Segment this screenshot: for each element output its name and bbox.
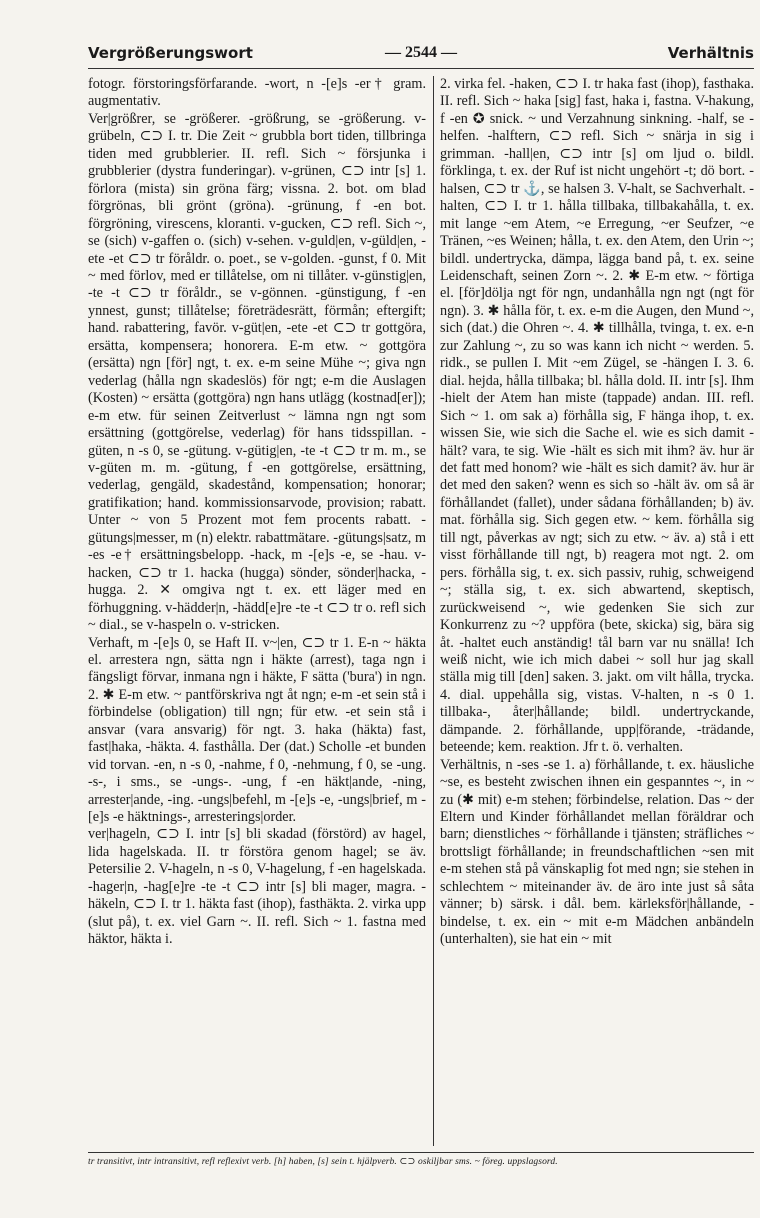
footer-rule xyxy=(88,1152,754,1153)
right-column xyxy=(440,76,754,1146)
entry-paragraph: Ver|größrer, se -größerer. -größrung, se -größerung. v-grübeln, ⊂⊃ I. tr. Die Zeit ~ grubbla bort tiden, tillbringa tiden med grubblerier. II. refl. Sich ~ försjunka i grubblerier (dystra funderingar). v-grünen, ⊂⊃ intr [s] 1. förlora (mista) sin gröna färg; vissna. 2. bot. om blad förgrönas, bli grönt (gröna). -grünung, f -en bot. förgröning, virescens, kloranti. v-gucken, ⊂⊃ refl. Sich ~, se (sich) v-gaffen o. (sich) v-sehen. v-guld|en, v-güld|en, -ete -et ⊂⊃ tr föråldr. o. poet., se v-golden. -gunst, f 0. Mit ~ med förlov, med er tillåtelse, om ni tillåter. v-günstig|en, -te -t ⊂⊃ tr föråldr., se v-gönnen. -günstigung, f -en ynnest, gunst; tillåtelse; företrädesrätt, förmån; eftergift; hand. rabattering, favör. v-güt|en, -ete -et ⊂⊃ tr gottgöra, ersätta, kompensera; honorera. E-m etw. ~ gottgöra (ersätta) ngn [för] ngt, t. ex. e-m seine Mühe ~; giva ngn vederlag (hålla ngn skadeslös) för ngt; e-m die Auslagen (Kosten) ~ ersätta (gottgöra) ngn hans utlägg (kostnad[er]); e-m etw. für seinen Zeitverlust ~ lämna ngn ngt som ersättning (gottgörelse, vederlag) för hans tidsspillan. -güten, n -s 0, se -gütung. v-gütig|en, -te -t ⊂⊃ tr m. m., se v-güten m. m. -gütung, f -en gottgörelse, ersättning, vederlag, gengäld, skadestånd, kompensation; honorar; gratifikation; hand. kommissionsarvode, provision; rabatt. Unter ~ von 5 Prozent mot fem procents rabatt. -gütungs|messer, m (n) elektr. rabattmätare. -gütungs|satz, m -es -e† ersättningsbelopp. -hack, m -[e]s -e, se -hau. v-hacken, ⊂⊃ tr 1. hacka (hugga) sönder, sönder|hacka, -hugga. 2. ✕ omgiva ngt t. ex. ett läger med en förhuggning. v-hädder|n, -hädd[e]re -te -t ⊂⊃ tr o. refl sich ~ dial., se v-haspeln o. v-stricken. xyxy=(88,110,426,634)
entry-paragraph: Verhältnis, n -ses -se 1. a) förhållande, t. ex. häusliche ~se, es besteht zwischen ihnen ein gespanntes ~, in ~ zu (✱ mit) e-m stehen; förbindelse, relation. Das ~ der Eltern und Kinder förhållandet mellan föräldrar och barn; dienstliches ~ förhållande i tjänsten; sträfliches ~ brottsligt förhållande; in freundschaftlichen ~sen mit e-m stehen stå på vänskaplig fot med ngn; sie stehen in schlechtem ~ miteinander äv. de äro inte just så såta vänner; b) särsk. i dål. bem. kärleksför|hållande, -bindelse, t. ex. ein ~ mit e-m Mädchen anbändeln (unterhalten), sie hat ein ~ mit xyxy=(440,756,754,948)
header-guide-word-left: Vergrößerungswort xyxy=(88,44,253,62)
abbreviation-legend: tr transitivt, intr intransitivt, refl reflexivt verb. [h] haben, [s] sein t. hjälpverb. ⊂⊃ oskiljbar sms. ~ föreg. uppslagsord. xyxy=(88,1157,558,1167)
entry-paragraph: 2. virka fel. -haken, ⊂⊃ I. tr haka fast (ihop), fasthaka. II. refl. Sich ~ haka [sig] fast, haka i, fastna. V-hakung, f -en ✪ snick. ~ und Verzahnung sinkning. -half, se -helfen. -halftern, ⊂⊃ refl. Sich ~ snärja in sig i grimman. -hall|en, ⊂⊃ intr [s] om ljud o. bildl. förklinga, t. ex. der Ruf ist nicht ungehört -t; dö bort. -halsen, ⊂⊃ tr ⚓, se halsen 3. V-halt, se Sachverhalt. -halten, ⊂⊃ I. tr 1. hålla tillbaka, tillbakahålla, t. ex. mit lange ~em Atem, ~e Erregung, ~er Seufzer, ~e Tränen, ~es Weinen; hålla, t. ex. den Atem, den Urin ~; bildl. undertrycka, dämpa, lägga band på, t. ex. seine Leidenschaft, seinen Zorn ~. 2. ✱ E-m etw. ~ förtiga el. [för]dölja ngt för ngn, undanhålla ngn ngt (ngt för ngn). 3. ✱ hålla för, t. ex. e-m die Augen, den Mund ~, sich (dat.) die Ohren ~. 4. ✱ tillhålla, tvinga, t. ex. e-n zur Zahlung ~, zu so was kann ich nicht ~ werden. 5. ridk., se pullen I. Mit ~em Zügel, se -hängen I. 3. 6. dial. hejda, hålla tillbaka; bl. hålla dold. II. intr [s]. Ihm -hielt der Atem han miste (tappade) andan. III. refl. Sich ~ 1. om sak a) förhålla sig, F hänga ihop, t. ex. wissen Sie, wie sich die Sache el. wie es sich damit -hält? vara, te sig. Wie -hält es sich mit ihm? äv. hur är det fatt med honom? wie -hält es sich damit? äv. hur är det med den saken? wenn es sich so -hält äv. om så är förhållandet (fallet), under sådana förhållanden; b) äv. mat. förhålla sig. Sich gegen etw. ~ kem. förhålla sig till ngt, påverkas av ngt; sich zu etw. ~ äv. a) stå i ett visst förhållande till ngt, b) reagera mot ngt. 2. om pers. förhålla sig, t. ex. sich passiv, ruhig, schweigend ~; ställa sig, t. ex. sich abwartend, skeptisch, zurückweisend ~, wie gedenken Sie sich zur Konkurrenz zu ~? uppföra (bete, skicka) sig, bära sig åt. -haltet euch anständig! tål barn var nu snälla! Ich weiß nicht, wie ich mich dabei ~ soll hur jag skall ställa mig till [den] saken. 3. jakt. om vilt hålla, trycka. 4. dial. uppehålla sig, vistas. V-halten, n -s 0 1. tillbaka-, åter|hållande; bildl. undertryckande, dämpande. 2. förhållande, upp|förande, -trädande, beteende; kem. reaktion. Jfr t. ö. verhalten. xyxy=(440,76,754,756)
entry-paragraph: Verhaft, m -[e]s 0, se Haft II. v~|en, ⊂⊃ tr 1. E-n ~ häkta el. arrestera ngn, sätta ngn i häkte (arrest), taga ngn i fängsligt förvar, inmana ngn i häkte, F sätta ('bura') in ngn. 2. ✱ E-m etw. ~ pantförskriva ngt åt ngn; e-m -et sein stå i förbindelse (obligation) till ngn; für etw. -et sein stå i ansvar (vara ansvarig) för ngt. 3. haka (häkta) fast, fast|haka, -häkta. 4. fasthålla. Der (dat.) Scholle -et bunden vid torvan. -en, n -s 0, -nahme, f 0, -nehmung, f 0, se -ung. -s-, i sms., se -ungs-. -ung, f -en häkt|ande, -ning, arrester|ande, -ing. -ungs|befehl, m -[e]s -e, -ungs|brief, m -[e]s -e häktnings-, arresterings|order. xyxy=(88,634,426,826)
entry-paragraph: fotogr. förstoringsförfarande. -wort, n -[e]s -er† gram. augmentativ. xyxy=(88,76,426,110)
header-guide-word-right: Verhältnis xyxy=(667,44,754,62)
page-number: — 2544 — xyxy=(385,44,457,61)
entry-paragraph: ver|hageln, ⊂⊃ I. intr [s] bli skadad (förstörd) av hagel, lida hagelskada. II. tr förstöra genom hagel; se äv. Petersilie 2. V-hageln, n -s 0, V-hagelung, f -en hagelskada. -hager|n, -hag[e]re -te -t ⊂⊃ intr [s] bli mager, magra. -häkeln, ⊂⊃ I. tr 1. häkta fast (ihop), fasthäkta. 2. virka upp (slut på), t. ex. viel Garn ~. II. refl. Sich ~ 1. fastna med häktor, häkta i. xyxy=(88,826,426,948)
dictionary-columns xyxy=(88,76,754,1146)
left-column xyxy=(88,76,426,1146)
column-divider xyxy=(433,76,434,1146)
header-rule xyxy=(88,68,754,69)
page-header xyxy=(88,44,754,68)
